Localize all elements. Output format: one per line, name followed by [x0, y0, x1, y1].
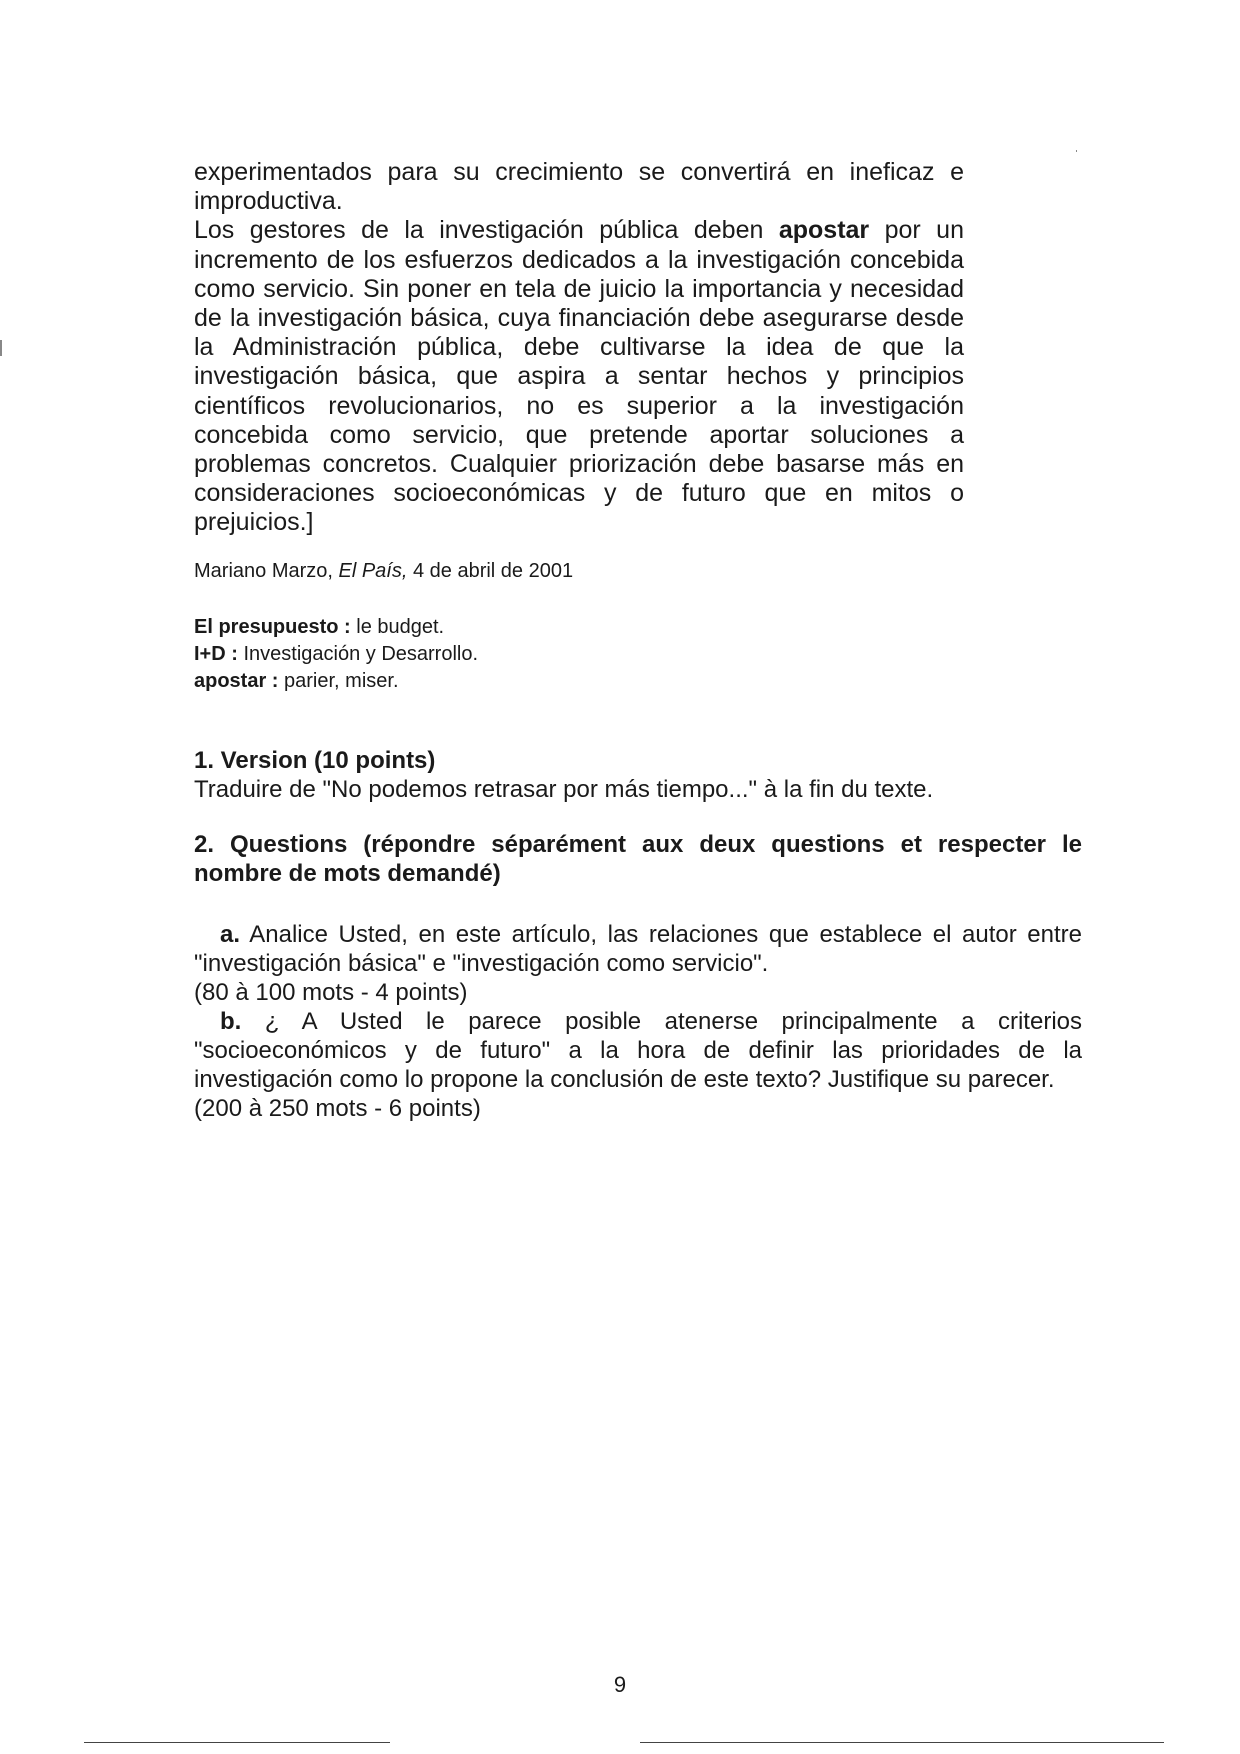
glossary-entry — [194, 614, 478, 641]
glossary-entry — [194, 668, 478, 695]
glossary-definition: parier, miser. — [278, 670, 399, 692]
glossary-term: El presupuesto : — [194, 616, 351, 638]
paragraph-text: Los gestores de la investigación pública deben — [194, 216, 779, 245]
question-a-limit: (80 à 100 mots - 4 points) — [194, 979, 468, 1006]
source-publication: El País, — [338, 560, 408, 582]
question-label: a. — [220, 921, 241, 948]
glossary-term: apostar : — [194, 670, 279, 692]
glossary-entry — [194, 641, 478, 668]
paragraph-text: por un incremento de los esfuerzos dedicados a la investigación concebida como servicio. Sin poner en tela de juicio la importancia y necesidad de la investigación básica, cuya financiación debe asegurarse desde la Administración pública, debe cultivarse la idea de que la investigación básica, que aspira a sentar hechos y principios científicos revolucionarios, no es superior a la investigación concebida como servicio, que pretende aportar soluciones a problemas concretos. Cualquier priorización debe basarse más en consideraciones socioeconómicas y de futuro que en mitos o prejuicios.] — [194, 216, 964, 537]
section-version-instruction: Traduire de "No podemos retrasar por más tiempo..." à la fin du texte. — [194, 776, 934, 803]
section-version-title: 1. Version (10 points) — [194, 747, 436, 774]
article-source — [194, 558, 573, 584]
glossary-definition: le budget. — [350, 616, 445, 638]
emphasized-word: apostar — [778, 216, 870, 245]
question-a — [194, 920, 1082, 978]
page-number: 9 — [613, 1672, 627, 1697]
question-b-limit: (200 à 250 mots - 6 points) — [194, 1095, 481, 1122]
article-paragraph-1: experimentados para su crecimiento se convertirá en ineficaz e improductiva. — [194, 158, 964, 216]
source-date: 4 de abril de 2001 — [407, 560, 574, 582]
article-paragraph-2 — [194, 216, 964, 537]
glossary-term: I+D : — [194, 643, 238, 665]
section-version — [194, 746, 1094, 804]
article-text — [194, 158, 964, 538]
question-b — [194, 1007, 1082, 1094]
section-questions-title: 2. Questions (répondre séparément aux deux questions et respecter le nombre de mots demandé) — [194, 831, 1082, 887]
scan-mark — [0, 340, 2, 356]
question-label: b. — [220, 1008, 242, 1035]
glossary-definition: Investigación y Desarrollo. — [237, 643, 479, 665]
footer-rule — [640, 1742, 1164, 1743]
question-text: Analice Usted, en este artículo, las relaciones que establece el autor entre "investigación básica" e "investigación como servicio". — [194, 921, 1082, 977]
scan-speck — [1076, 150, 1077, 152]
glossary — [194, 614, 478, 695]
questions-list — [194, 920, 1082, 1123]
source-author: Mariano Marzo, — [194, 560, 339, 582]
question-text: ¿ A Usted le parece posible atenerse principalmente a criterios "socioeconómicos y de futuro" a la hora de definir las prioridades de la investigación como lo propone la conclusión de este texto? Justifique su parecer. — [194, 1008, 1082, 1093]
section-questions — [194, 830, 1082, 888]
footer-rule — [84, 1742, 390, 1743]
